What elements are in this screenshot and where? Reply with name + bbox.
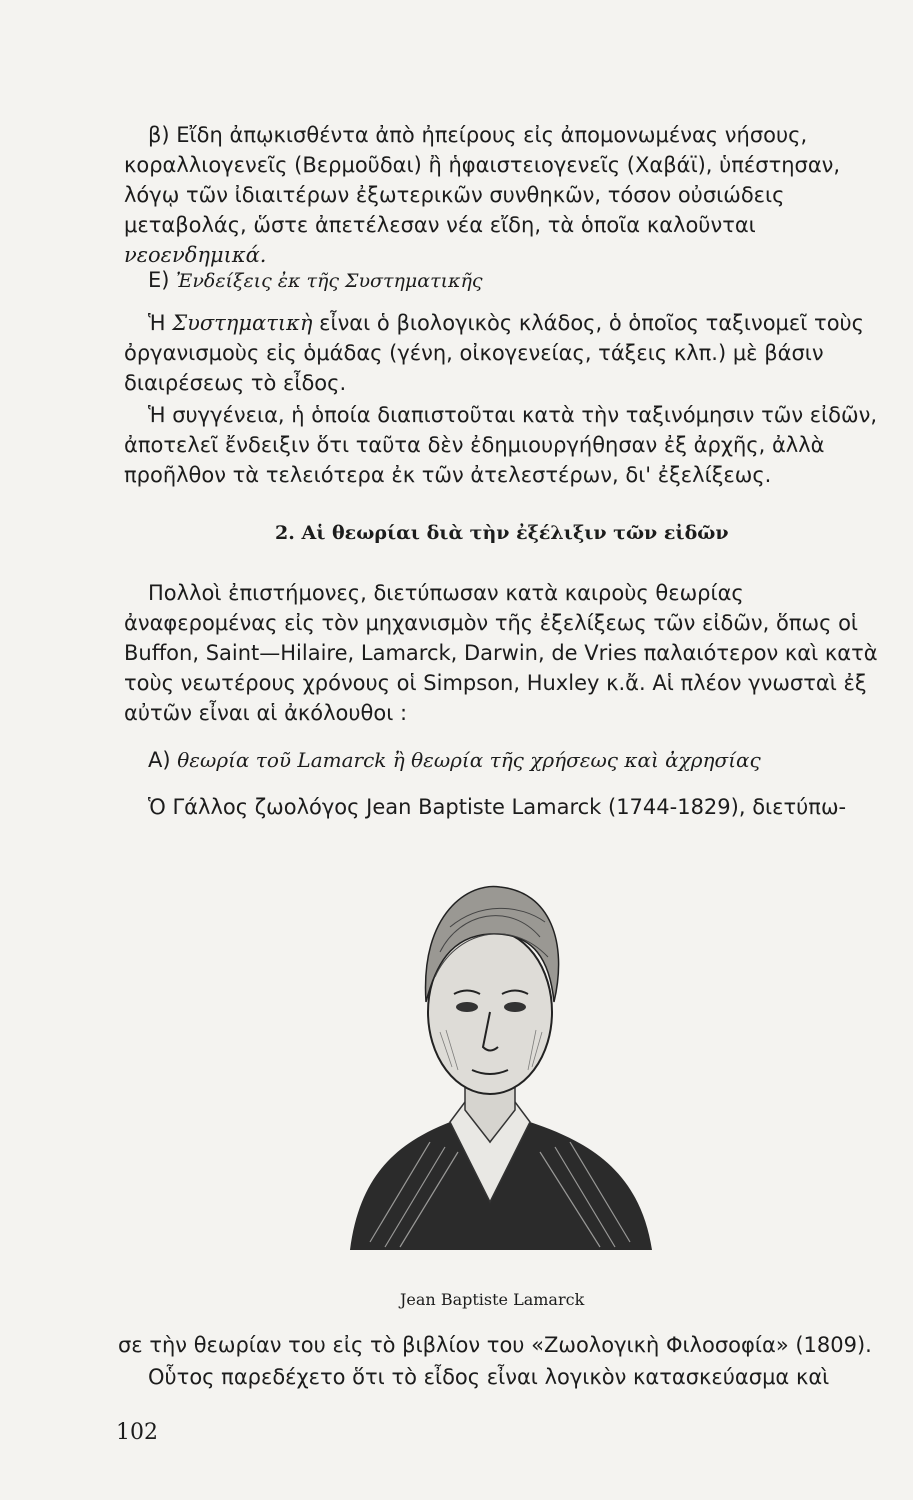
paragraph-text: Ὁ Γάλλος ζωολόγος Jean Baptiste Lamarck (1744-1829), διετύπω- (148, 795, 847, 819)
paragraph-text: Οὗτος παρεδέχετο ὅτι τὸ εἶδος εἶναι λογικὸν κατασκεύασμα καὶ (148, 1365, 830, 1389)
section-title: 2. Αἱ θεωρίαι διὰ τὴν ἐξέλιξιν τῶν εἰδῶν (275, 522, 729, 544)
paragraph-lamarck-cont (118, 1330, 886, 1360)
paragraph-last (124, 1362, 892, 1392)
paragraph-text: β) Εἴδη ἀπῳκισθέντα ἀπὸ ἠπείρους εἰς ἀπομονωμένας νήσους, κοραλλιογενεῖς (Βερμοῦδαι) ἢ ἡφαιστειογενεῖς (Χαβάϊ), ὑπέστησαν, λόγῳ τῶν ἰδιαιτέρων ἐξωτερικῶν συνθηκῶν, τόσον οὐσιώδεις μεταβολάς, ὥστε ἀπετέλεσαν νέα εἴδη, τὰ ὁποῖα καλοῦνται (124, 123, 841, 237)
lamarck-portrait (340, 842, 658, 1250)
paragraph-text: σε τὴν θεωρίαν του εἰς τὸ βιβλίον του «Ζωολογικὴ Φιλοσοφία» (1809). (118, 1333, 872, 1357)
heading-prefix: Ε) (148, 268, 170, 292)
paragraph-text: Πολλοὶ ἐπιστήμονες, διετύπωσαν κατὰ καιροὺς θεωρίας ἀναφερομένας εἰς τὸν μηχανισμὸν τῆς ἐξελίξεως τῶν εἰδῶν, ὅπως οἱ Buffon, Saint—Hilaire, Lamarck, Darwin, de Vries παλαιότερον καὶ κατὰ τοὺς νεωτέρους χρόνους οἱ Simpson, Huxley κ.ἄ. Αἱ πλέον γνωσταὶ ἐξ αὐτῶν εἶναι αἱ ἀκόλουθοι : (124, 581, 878, 725)
heading-lamarck-theory (148, 748, 761, 772)
heading-title: θεωρία τοῦ Lamarck ἢ θεωρία τῆς χρήσεως καὶ ἀχρησίας (177, 748, 761, 772)
page-number: 102 (116, 1420, 158, 1445)
portrait-caption: Jean Baptiste Lamarck (400, 1290, 585, 1309)
paragraph-lead: Ἡ (148, 311, 166, 335)
paragraph-text: Ἡ συγγένεια, ἡ ὁποία διαπιστοῦται κατὰ τὴν ταξινόμησιν τῶν εἰδῶν, ἀποτελεῖ ἔνδειξιν ὅτι ταῦτα δὲν ἐδημιουργήθησαν ἐξ ἀρχῆς, ἀλλὰ προῆλθον τὰ τελειότερα ἐκ τῶν ἀτελεστέρων, δι' ἐξελίξεως. (124, 403, 878, 487)
paragraph-island-species (124, 120, 892, 270)
paragraph-lamarck-start (124, 792, 892, 822)
paragraph-systematics (124, 308, 892, 398)
term-neoendemic: νεοενδημικά. (124, 243, 267, 267)
heading-prefix: Α) (148, 748, 171, 772)
paragraph-kinship (124, 400, 892, 490)
heading-systematics (148, 268, 483, 292)
paragraph-text: εἶναι ὁ βιολογικὸς κλάδος, ὁ ὁποῖος ταξινομεῖ τοὺς ὀργανισμοὺς εἰς ὁμάδας (γένη, οἰκογενείας, τάξεις κλπ.) μὲ βάσιν διαιρέσεως τὸ εἶδος. (124, 311, 865, 395)
term-systematics: Συστηματικὴ (172, 311, 313, 335)
heading-title: Ἐνδείξεις ἐκ τῆς Συστηματικῆς (176, 270, 483, 292)
paragraph-theories (124, 578, 892, 728)
